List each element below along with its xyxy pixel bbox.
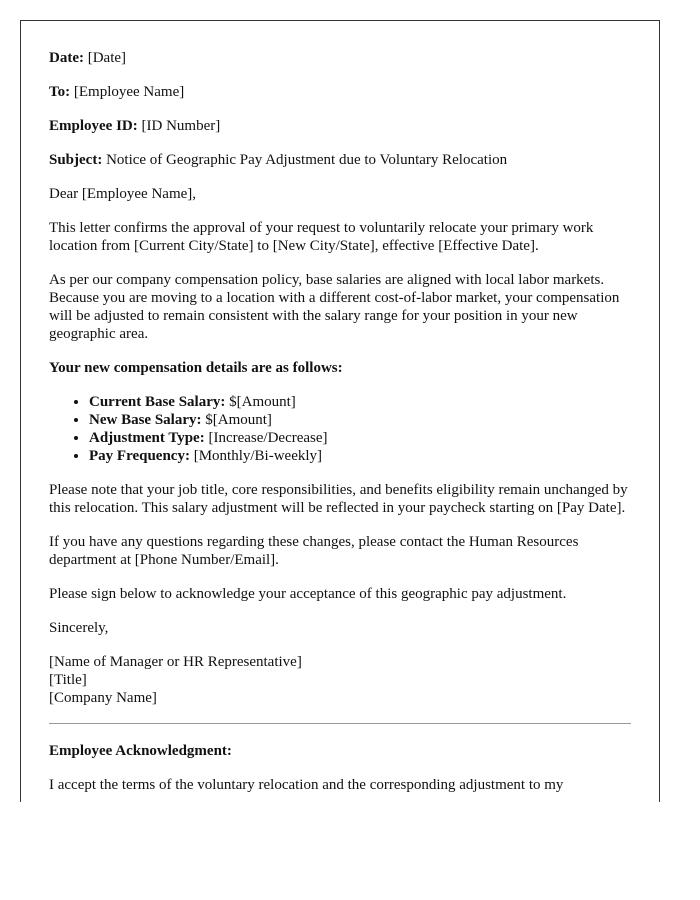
details-heading-text: Your new compensation details are as follows: (49, 360, 343, 376)
detail-value: $[Amount] (229, 394, 296, 410)
to-line (49, 83, 631, 101)
signer-company: [Company Name] (49, 690, 157, 706)
detail-label: Pay Frequency: (89, 448, 190, 464)
signature-block (49, 653, 631, 707)
date-label: Date: (49, 50, 84, 66)
list-item (89, 411, 631, 429)
detail-label: Adjustment Type: (89, 430, 205, 446)
subject-value: Notice of Geographic Pay Adjustment due to Voluntary Relocation (106, 152, 508, 168)
letter-page (20, 20, 660, 802)
divider (49, 723, 631, 724)
to-value: [Employee Name] (73, 84, 185, 100)
paragraph-note: Please note that your job title, core responsibilities, and benefits eligibility remain unchanged by this relocation. This salary adjustment will be reflected in your paycheck starting on [Pay Date]. (49, 482, 628, 516)
subject-label: Subject: (49, 152, 103, 168)
closing: Sincerely, (49, 620, 109, 636)
to-label: To: (49, 84, 71, 100)
list-item (89, 429, 631, 447)
signer-name: [Name of Manager or HR Representative] (49, 654, 302, 670)
detail-value: [Increase/Decrease] (208, 430, 328, 446)
employee-id-value: [ID Number] (141, 118, 221, 134)
employee-id-line (49, 117, 631, 135)
acknowledgment-heading-text: Employee Acknowledgment: (49, 743, 232, 759)
employee-id-label: Employee ID: (49, 118, 138, 134)
date-line (49, 49, 631, 67)
details-heading (49, 359, 631, 377)
subject-line (49, 151, 631, 169)
paragraph-contact: If you have any questions regarding these changes, please contact the Human Resources department at [Phone Number/Email]. (49, 534, 579, 568)
acknowledgment-text: I accept the terms of the voluntary relocation and the corresponding adjustment to my (49, 777, 564, 793)
acknowledgment-heading (49, 742, 631, 760)
detail-value: $[Amount] (205, 412, 272, 428)
list-item (89, 447, 631, 465)
salutation: Dear [Employee Name], (49, 186, 197, 202)
compensation-details-list (49, 393, 631, 465)
detail-label: New Base Salary: (89, 412, 202, 428)
list-item (89, 393, 631, 411)
signer-title: [Title] (49, 672, 87, 688)
paragraph-policy: As per our company compensation policy, base salaries are aligned with local labor markets. Because you are moving to a location with a different cost-of-labor market, your compensation will be adjusted to remain consistent with the salary range for your position in your new geographic area. (49, 272, 620, 342)
date-value: [Date] (87, 50, 127, 66)
detail-label: Current Base Salary: (89, 394, 226, 410)
paragraph-relocation: This letter confirms the approval of your request to voluntarily relocate your primary work location from [Current City/State] to [New City/State], effective [Effective Date]. (49, 220, 594, 254)
paragraph-sign-request: Please sign below to acknowledge your acceptance of this geographic pay adjustment. (49, 586, 567, 602)
detail-value: [Monthly/Bi-weekly] (193, 448, 323, 464)
